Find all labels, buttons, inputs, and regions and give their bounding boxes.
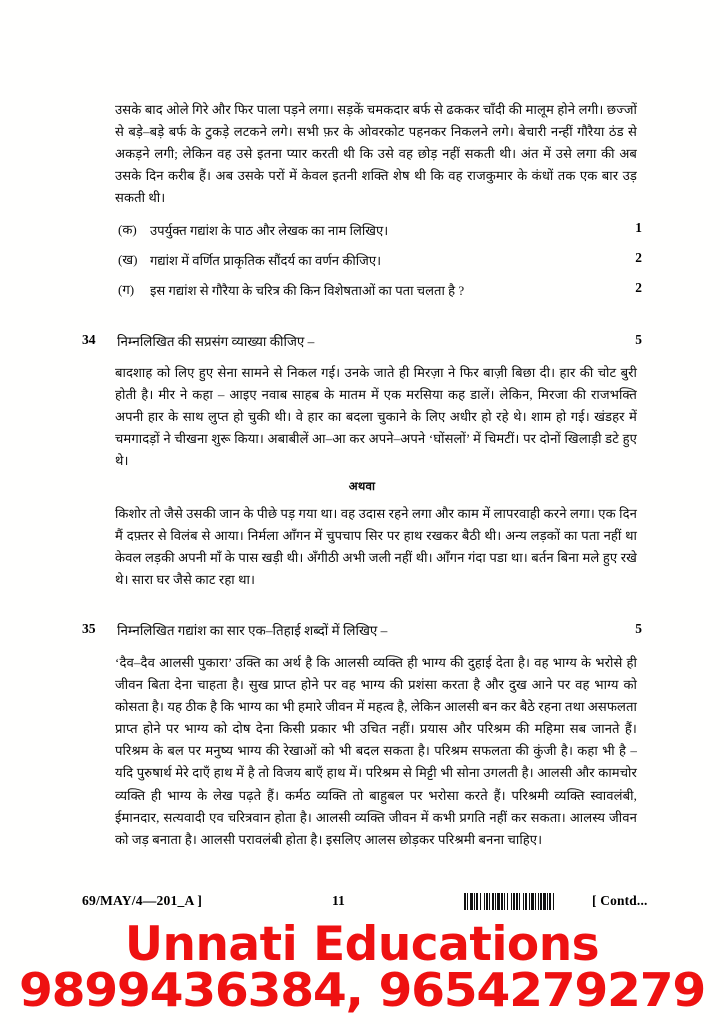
question-number-35: 35 <box>82 621 96 636</box>
passage-continued-text: उसके बाद ओले गिरे और फिर पाला पड़ने लगा। सड़कें चमकदार बर्फ से ढककर चाँदी की मालूम होने लगी। छज्जों से बड़े–बड़े बर्फ के टुकड़े लटकने लगे। सभी फ़र के ओवरकोट पहनकर निकलने लगे। बेचारी नन्हीं गौरैया ठंड से अकड़ने लगी; लेकिन वह उसे इतना प्यार करती थी कि उसे वह छोड़ नहीं सकती थी। अंत में उसे लगा की अब उसके दिन करीब हैं। अब उसके परों में केवल इतनी शक्ति शेष थी कि वह राजकुमार के कंधों तक एक बार उड़ सकती थी। <box>115 102 637 206</box>
question-35-heading: निम्नलिखित गद्यांश का सार एक–तिहाई शब्दों में लिखिए – <box>117 623 388 638</box>
question-35-passage: ‘दैव–दैव आलसी पुकारा’ उक्ति का अर्थ है कि आलसी व्यक्ति ही भाग्य की दुहाई देता है। वह भाग्य के भरोसे ही जीवन बिता देना चाहता है। सुख प्राप्त होने पर वह भाग्य की प्रशंसा करता है और दुख आने पर वह भाग्य को कोसता है। यह ठीक है कि भाग्य का भी हमारे जीवन में महत्व है, लेकिन आलसी बन कर बैठे रहना तथा असफलता प्राप्त होने पर भाग्य को दोष देना किसी प्रकार भी उचित नहीं। प्रयास और परिश्रम की महिमा सब जानते हैं। परिश्रम के बल पर मनुष्य भाग्य की रेखाओं को भी बदल सकता है। परिश्रम सफलता की कुंजी है। कहा भी है – यदि पुरुषार्थ मेरे दाएँ हाथ में है तो विजय बाएँ हाथ में। परिश्रम से मिट्टी भी सोना उगलती है। आलसी और कामचोर व्यक्ति ही भाग्य के लेख पढ़ते हैं। कर्मठ व्यक्ति तो बाहुबल पर भरोसा करते हैं। परिश्रमी व्यक्ति स्वावलंबी, ईमानदार, सत्यवादी एव चरित्रवान होता है। आलसी व्यक्ति जीवन में कभी प्रगति नहीं कर सकता। आलस्य जीवन को जड़ बनाता है। आलसी परावलंबी होता है। इसलिए आलस छोड़कर परिश्रमी बनना चाहिए। <box>115 655 637 847</box>
continued-marker: [ Contd... <box>592 893 648 908</box>
watermark-brand-name: Unnati Educations <box>124 917 600 972</box>
sub-question-marks-kha: 2 <box>635 250 642 265</box>
sub-question-text-kha: गद्यांश में वर्णित प्राकृतिक सौंदर्य का वर्णन कीजिए। <box>150 253 382 268</box>
question-34-passage-a: बादशाह को लिए हुए सेना सामने से निकल गई। उनके जाते ही मिरज़ा ने फिर बाज़ी बिछा दी। हार की चोट बुरी होती है। मीर ने कहा – आइए नवाब साहब के मातम में एक मरसिया कह डालें। लेकिन, मिरजा की राजभक्ति अपनी हार के साथ लुप्त हो चुकी थी। वे हार का बदला चुकाने के लिए अधीर हो रहे थे। शाम हो गई। खंडहर में चमगादड़ों ने चीखना शुरू किया। अबाबीलें आ–आ कर अपने–अपने ‘घोंसलों’ में चिमटीं। पर दोनों खिलाड़ी डटे हुए थे। <box>115 365 637 469</box>
question-35-marks: 5 <box>635 621 642 636</box>
question-34-heading: निम्नलिखित की सप्रसंग व्याख्या कीजिए – <box>117 334 315 349</box>
sub-question-text-ka: उपर्युक्त गद्यांश के पाठ और लेखक का नाम लिखिए। <box>150 223 389 238</box>
sub-question-marks-ga: 2 <box>635 280 642 295</box>
question-number-34: 34 <box>82 332 96 347</box>
paper-code: 69/MAY/4—201_A ] <box>82 893 203 908</box>
sub-question-label-kha: (ख) <box>118 252 138 267</box>
alternative-separator-athva: अथवा <box>348 480 376 493</box>
question-34-passage-b: किशोर तो जैसे उसकी जान के पीछे पड़ गया था। वह उदास रहने लगा और काम में लापरवाही करने लगा। एक दिन मैं दफ़्तर से विलंब से आया। निर्मला आँगन में चुपचाप सिर पर हाथ रखकर बैठी थी। अन्य लड़कों का पता नहीं था केवल लड़की अपनी माँ के पास खड़ी थी। अँगीठी अभी जली नहीं थी। आँगन गंदा पडा था। बर्तन बिना मले हुए रखे थे। सारा घर जैसे काट रहा था। <box>115 506 637 588</box>
sub-question-label-ga: (ग) <box>118 282 135 297</box>
sub-question-marks-ka: 1 <box>635 220 642 235</box>
barcode-icon <box>464 893 572 910</box>
watermark-phone-numbers: 9899436384, 9654279279 <box>18 963 706 1017</box>
sub-question-label-ka: (क) <box>118 222 137 237</box>
sub-question-text-ga: इस गद्यांश से गौरैया के चरित्र की किन विशेषताओं का पता चलता है ? <box>150 283 465 298</box>
question-34-marks: 5 <box>635 332 642 347</box>
page-number: 11 <box>332 893 345 908</box>
